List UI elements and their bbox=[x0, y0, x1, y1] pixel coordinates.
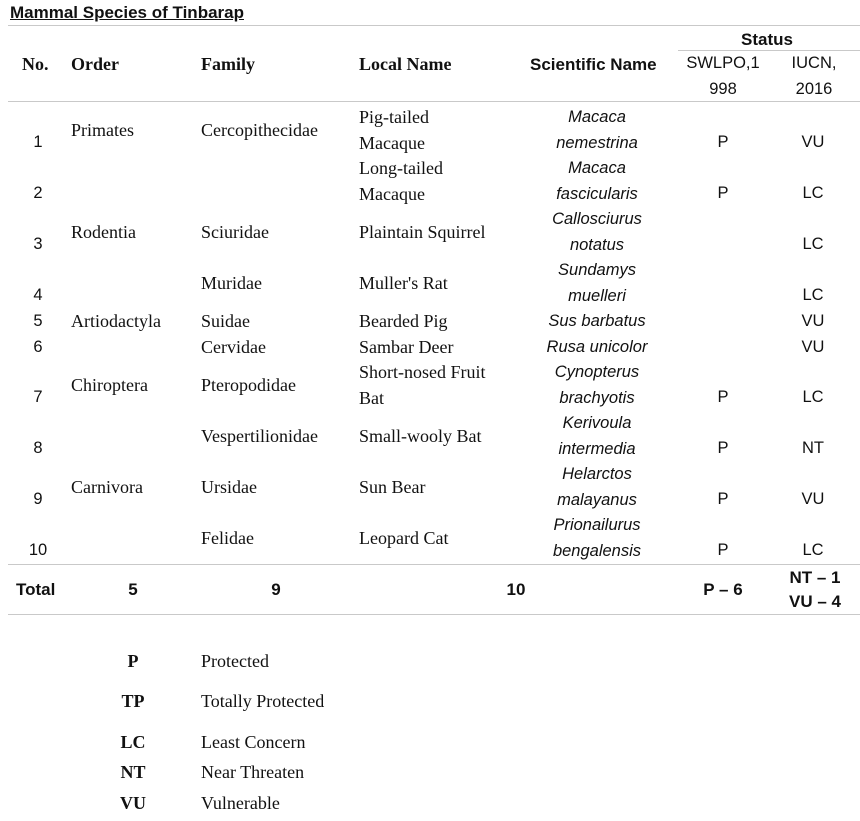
header-swlpo-line1: SWLPO,1 bbox=[686, 54, 760, 72]
row-local-name: Long-tailed bbox=[359, 158, 443, 178]
row-family: Pteropodidae bbox=[201, 374, 296, 395]
header-swlpo-line2: 998 bbox=[709, 80, 737, 98]
total-label: Total bbox=[16, 580, 56, 599]
row-scientific-name: intermedia bbox=[558, 439, 636, 458]
row-local-name: Macaque bbox=[359, 183, 425, 204]
row-family: Suidae bbox=[201, 310, 250, 331]
row-local-name: Bearded Pig bbox=[359, 310, 448, 331]
row-number: 3 bbox=[33, 235, 43, 253]
row-number: 2 bbox=[33, 184, 43, 202]
row-order: Carnivora bbox=[71, 476, 143, 497]
legend-description: Near Threaten bbox=[201, 762, 305, 782]
row-order: Artiodactyla bbox=[71, 310, 161, 331]
header-iucn-line1: IUCN, bbox=[791, 54, 837, 72]
legend-description: Least Concern bbox=[201, 732, 306, 752]
legend-code: NT bbox=[120, 762, 146, 782]
row-local-name: Sun Bear bbox=[359, 476, 426, 497]
row-scientific-name: Sundamys bbox=[558, 261, 636, 279]
row-local-name: Small-wooly Bat bbox=[359, 425, 482, 446]
row-swlpo: P bbox=[717, 541, 729, 559]
row-order: Rodentia bbox=[71, 221, 136, 242]
row-family: Vespertilionidae bbox=[201, 425, 318, 446]
header-scientific-name: Scientific Name bbox=[530, 55, 657, 74]
total-iucn-line2: VU – 4 bbox=[789, 592, 841, 611]
header-order: Order bbox=[71, 54, 119, 74]
header-iucn bbox=[770, 50, 858, 102]
row-iucn: VU bbox=[801, 311, 825, 330]
row-scientific-name: Prionailurus bbox=[553, 516, 641, 534]
row-family: Felidae bbox=[201, 527, 254, 548]
row-iucn: NT bbox=[802, 439, 824, 457]
row-family: Cercopithecidae bbox=[201, 119, 318, 140]
row-swlpo: P bbox=[717, 184, 729, 202]
header-local-name: Local Name bbox=[359, 54, 452, 74]
header-family: Family bbox=[201, 54, 255, 74]
header-status: Status bbox=[741, 30, 793, 49]
row-local-name: Short-nosed Fruit bbox=[359, 362, 486, 382]
row-number: 7 bbox=[33, 388, 43, 406]
row-iucn: LC bbox=[802, 235, 824, 253]
row-number: 5 bbox=[33, 311, 43, 330]
row-scientific-name: bengalensis bbox=[552, 541, 642, 560]
header-no: No. bbox=[22, 54, 49, 74]
row-swlpo: P bbox=[717, 133, 729, 151]
row-scientific-name: Macaca bbox=[568, 108, 626, 126]
total-iucn-line1: NT – 1 bbox=[789, 568, 841, 587]
row-number: 4 bbox=[33, 286, 43, 304]
legend-description: Totally Protected bbox=[201, 691, 325, 711]
row-iucn: VU bbox=[801, 337, 825, 356]
row-number: 8 bbox=[33, 439, 43, 457]
row-local-name: Pig-tailed bbox=[359, 107, 429, 127]
row-swlpo: P bbox=[717, 490, 729, 508]
header-iucn-line2: 2016 bbox=[795, 80, 833, 98]
row-local-name: Sambar Deer bbox=[359, 336, 454, 357]
row-scientific-name: Sus barbatus bbox=[548, 312, 646, 330]
row-number: 1 bbox=[33, 133, 43, 151]
rule-total-top bbox=[8, 564, 860, 565]
total-species: 10 bbox=[506, 580, 526, 599]
row-scientific-name: Rusa unicolor bbox=[546, 338, 648, 356]
row-number: 6 bbox=[33, 337, 43, 356]
row-swlpo: P bbox=[717, 388, 729, 406]
row-iucn: LC bbox=[802, 541, 824, 559]
row-iucn: VU bbox=[801, 133, 825, 151]
row-number: 9 bbox=[33, 490, 43, 508]
row-iucn: LC bbox=[802, 184, 824, 202]
row-local-name: Muller's Rat bbox=[359, 272, 448, 293]
row-iucn: VU bbox=[801, 490, 825, 508]
row-local-name: Plaintain Squirrel bbox=[359, 221, 486, 242]
row-scientific-name: Macaca bbox=[568, 159, 626, 177]
row-scientific-name: brachyotis bbox=[559, 388, 635, 407]
row-scientific-name: nemestrina bbox=[556, 133, 638, 152]
row-family: Sciuridae bbox=[201, 221, 269, 242]
rule-total-bottom bbox=[8, 614, 860, 615]
row-order: Primates bbox=[71, 119, 134, 140]
legend-description: Vulnerable bbox=[201, 793, 280, 813]
row-family: Ursidae bbox=[201, 476, 257, 497]
row-scientific-name: notatus bbox=[569, 235, 625, 254]
total-iucn bbox=[775, 566, 855, 614]
legend-code: P bbox=[127, 651, 139, 671]
row-scientific-name: Helarctos bbox=[562, 465, 632, 483]
legend-code: TP bbox=[121, 691, 145, 711]
total-swlpo: P – 6 bbox=[703, 580, 743, 599]
rule-top bbox=[8, 25, 860, 26]
row-scientific-name: malayanus bbox=[557, 490, 637, 509]
row-order: Chiroptera bbox=[71, 374, 148, 395]
row-family: Cervidae bbox=[201, 336, 266, 357]
row-iucn: LC bbox=[802, 388, 824, 406]
total-families: 9 bbox=[271, 580, 281, 599]
row-number: 10 bbox=[28, 541, 48, 559]
table-title: Mammal Species of Tinbarap bbox=[10, 3, 244, 22]
row-scientific-name: Callosciurus bbox=[552, 210, 642, 228]
row-local-name: Macaque bbox=[359, 132, 425, 153]
row-local-name: Leopard Cat bbox=[359, 527, 449, 548]
total-orders: 5 bbox=[128, 580, 138, 599]
row-scientific-name: Cynopterus bbox=[554, 363, 640, 381]
legend-description: Protected bbox=[201, 651, 269, 671]
legend-code: VU bbox=[120, 793, 146, 813]
header-swlpo bbox=[678, 50, 768, 102]
row-local-name: Bat bbox=[359, 387, 384, 408]
row-iucn: LC bbox=[802, 286, 824, 304]
legend-code: LC bbox=[120, 732, 146, 752]
row-scientific-name: fascicularis bbox=[556, 184, 638, 203]
row-family: Muridae bbox=[201, 272, 262, 293]
row-scientific-name: Kerivoula bbox=[562, 414, 632, 432]
row-swlpo: P bbox=[717, 439, 729, 457]
row-scientific-name: muelleri bbox=[568, 286, 626, 305]
